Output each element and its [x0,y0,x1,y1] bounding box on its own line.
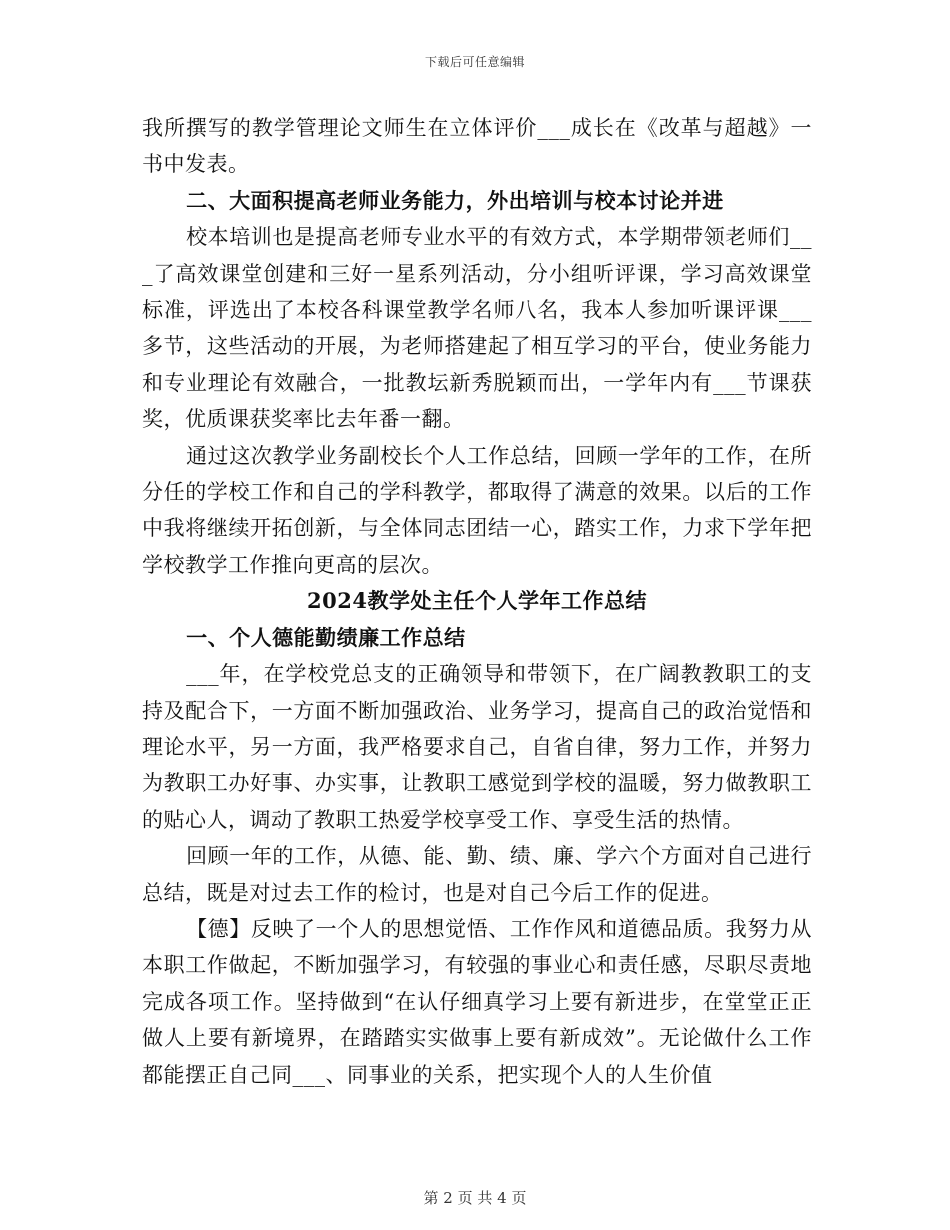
paragraph-year-work: ___年，在学校党总支的正确领导和带领下，在广阔教教职工的支持及配合下，一方面不断加强政治、业务学习，提高自己的政治觉悟和理论水平，另一方面，我严格要求自己，自省自律，努力工作，并努力为教职工办好事、办实事，让教职工感觉到学校的温暖，努力做教职工的贴心人，调动了教职工热爱学校享受工作、享受生活的热情。 [142,662,812,832]
page-header: 下载后可任意编辑 [424,55,525,69]
paragraph-summary-conclusion: 通过这次教学业务副校长个人工作总结，回顾一学年的工作，在所分任的学校工作和自己的学科教学，都取得了满意的效果。以后的工作中我将继续开拓创新，与全体同志团结一心，踏实工作，力求下学年把学校教学工作推向更高的层次。 [142,443,812,577]
paragraph-virtue: 【德】反映了一个人的思想觉悟、工作作风和道德品质。我努力从本职工作做起，不断加强学习，有较强的事业心和责任感，尽职尽责地完成各项工作。坚持做到“在认仔细真学习上要有新进步，在堂堂正正做人上要有新境界，在踏踏实实做事上要有新成效”。无论做什么工作都能摆正自己同___、同事业的关系，把实现个人的人生价值 [142,916,812,1087]
paragraph-publication: 我所撰写的教学管理论文师生在立体评价___成长在《改革与超越》一书中发表。 [142,116,812,177]
heading-personal-summary: 一、个人德能勤绩廉工作总结 [186,624,466,650]
paragraph-school-training: 校本培训也是提高老师专业水平的有效方式，本学期带领老师们___了高效课堂创建和三好一星系列活动，分小组听评课，学习高效课堂标准，评选出了本校各科课堂教学名师八名，我本人参加听课评课___多节，这些活动的开展，为老师搭建起了相互学习的平台，使业务能力和专业理论有效融合，一批教坛新秀脱颖而出，一学年内有___节课获奖，优质课获奖率比去年番一翻。 [142,225,812,432]
document-body [142,110,812,1093]
paragraph-review: 回顾一年的工作，从德、能、勤、绩、廉、学六个方面对自己进行总结，既是对过去工作的检讨，也是对自己今后工作的促进。 [142,844,812,905]
section-title-2024: 2024教学处主任个人学年工作总结 [307,588,647,614]
heading-teacher-ability: 二、大面积提高老师业务能力，外出培训与校本讨论并进 [186,187,724,213]
page-number: 第 2 页 共 4 页 [423,1189,527,1207]
